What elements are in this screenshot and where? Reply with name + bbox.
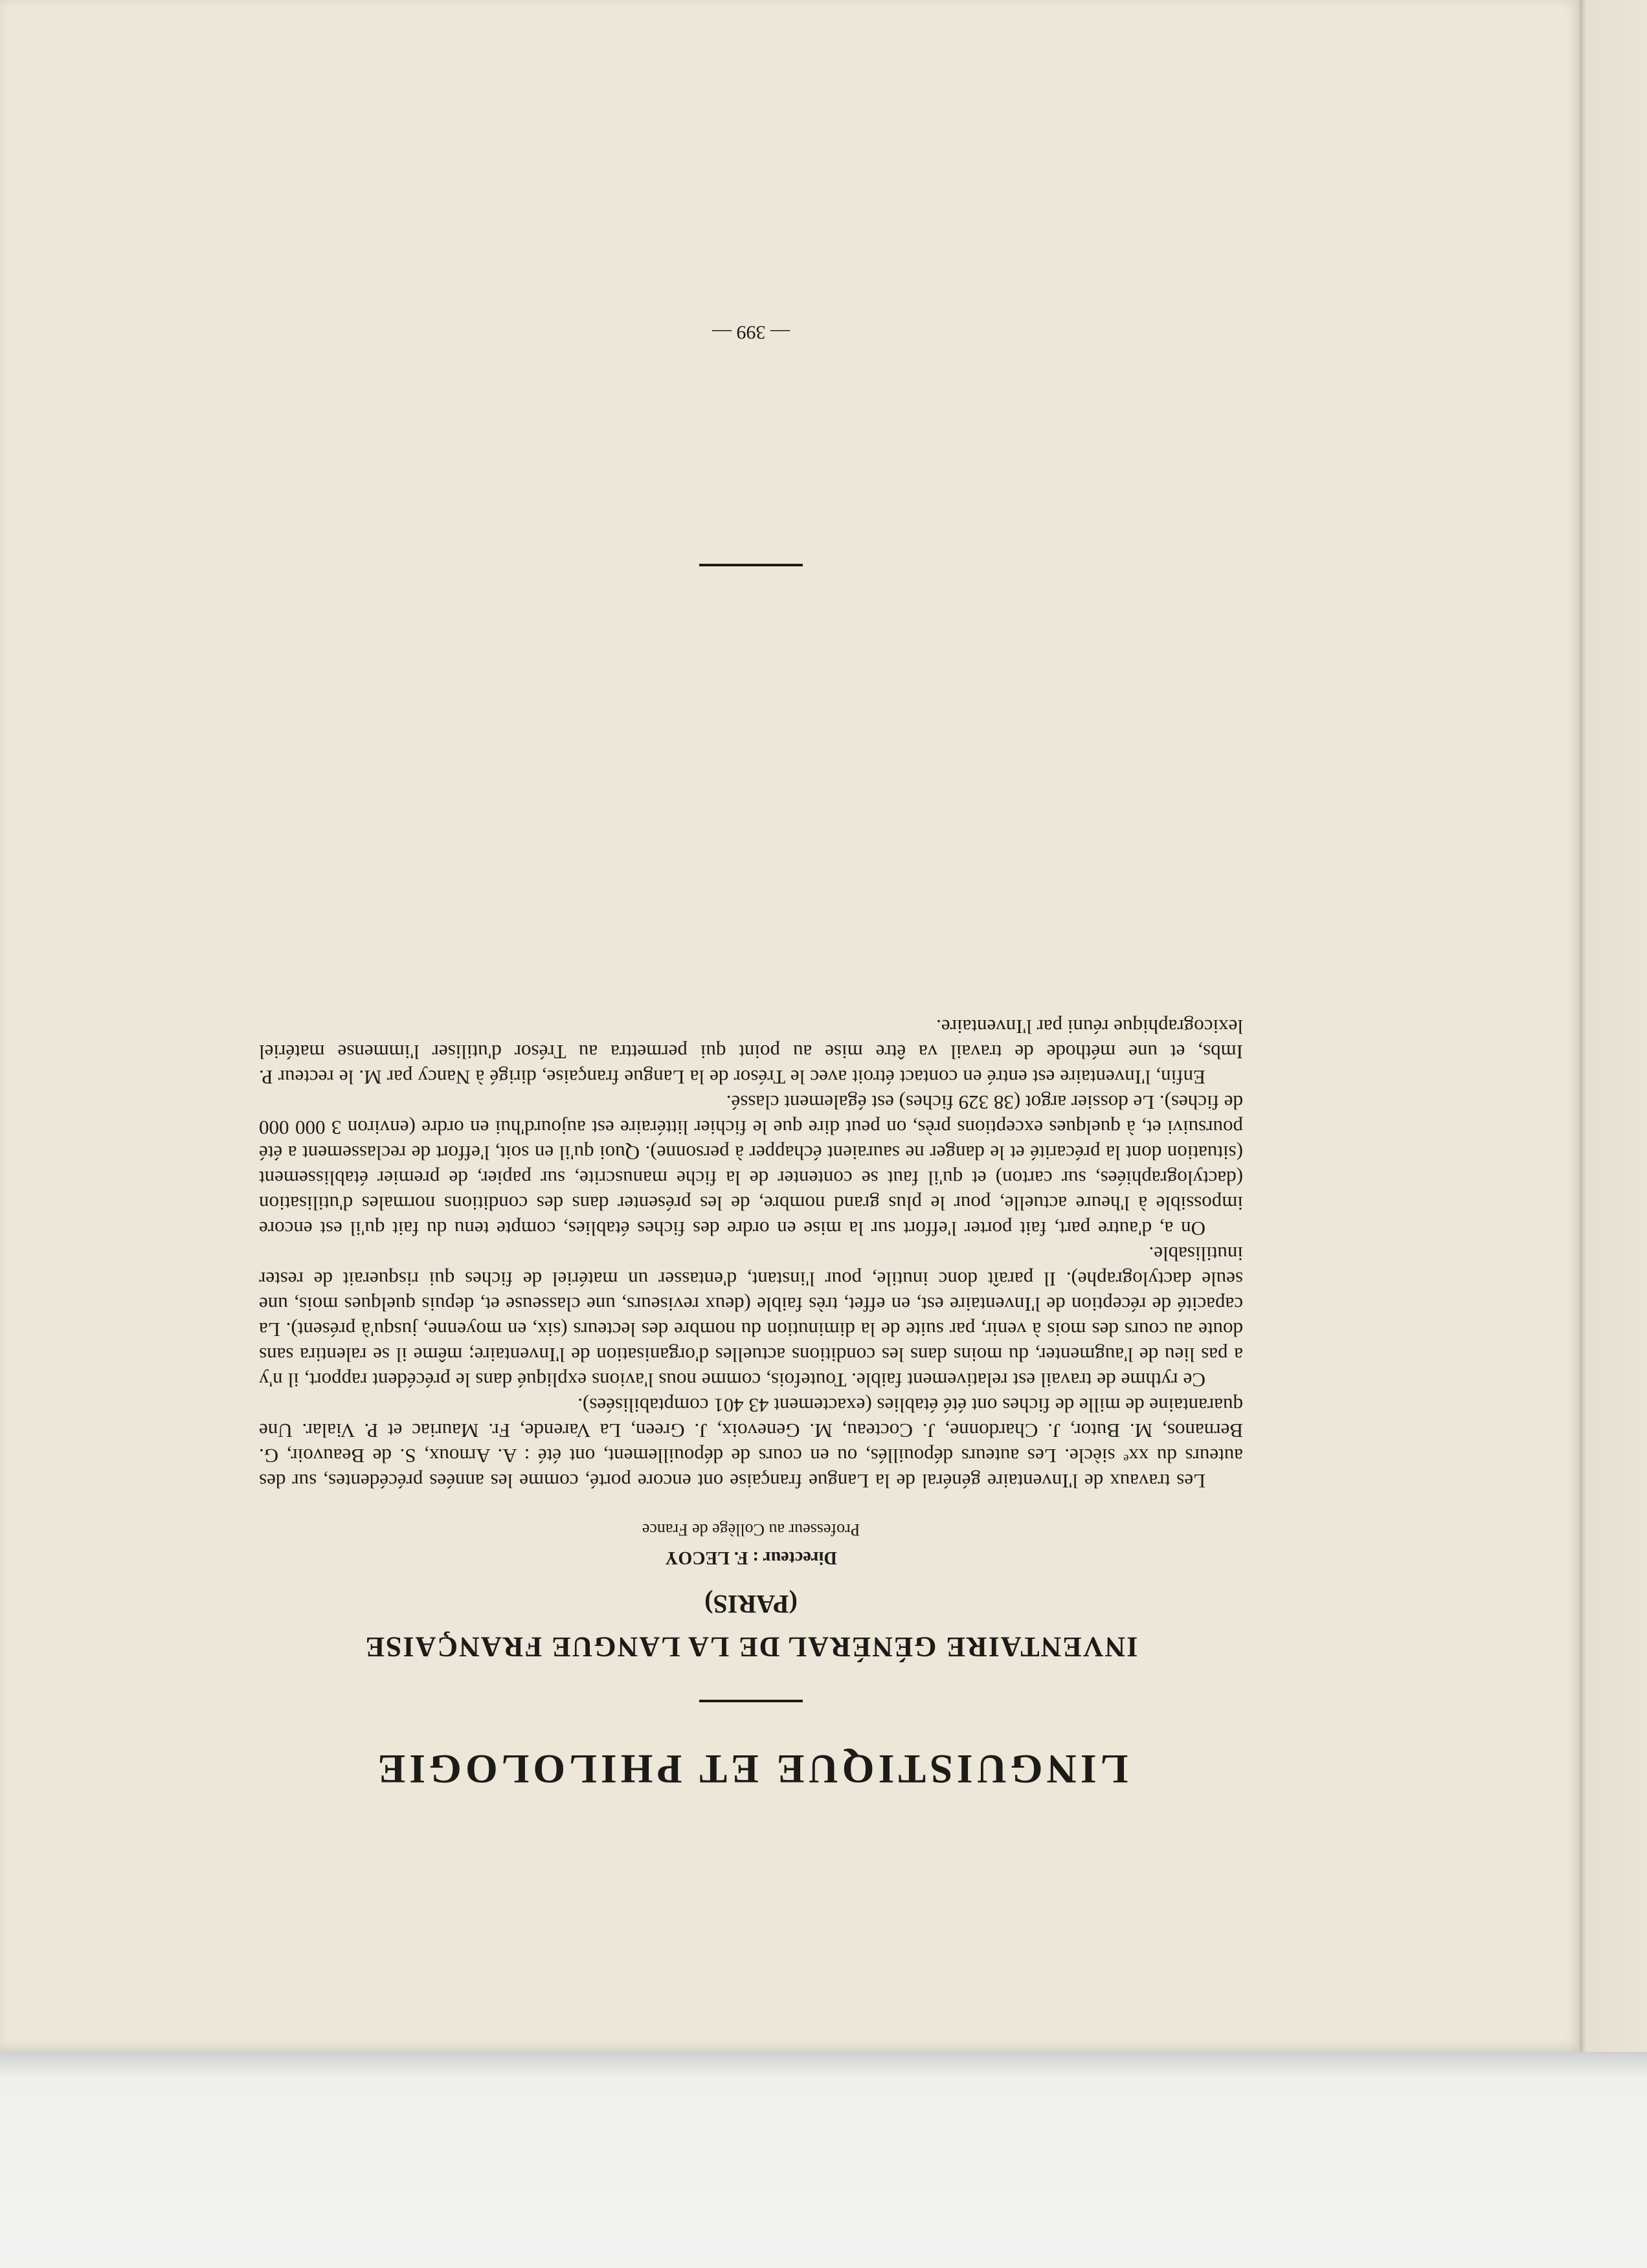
section-title: LINGUISTIQUE ET PHILOLOGIE — [374, 1746, 1128, 1792]
institution-location: (PARIS) — [704, 1590, 798, 1619]
page-edge — [1580, 0, 1647, 2052]
paragraph: Ce rythme de travail est relativement faible. Toutefois, comme nous l'avions expliqué dans le précédent rapport, il n'y a pas lieu de l'augmenter, du moins dans les conditions actuelles d'organisation de l'Inventaire; même il se ralentira sans doute au cours des mois à venir, par suite de la diminution du nombre des lecteurs (six, en moyenne, jusqu'à présent). La capacité de réception de l'Inventaire est, en effet, très faible (deux reviseurs, une classeuse et, depuis quelques mois, une seule dactylographe). Il paraît donc inutile, pour l'instant, d'entasser un matériel de fiches qui risquerait de rester inutilisable. — [259, 1243, 1243, 1392]
paragraph: Enfin, l'Inventaire est entré en contact étroit avec le Trésor de la Langue française, dirigé à Nancy par M. le recteur P. Imbs, et une méthode de travail va être mise au point qui permettra au Trésor d'utiliser l'immense matériel lexicographique réuni par l'Inventaire. — [259, 1016, 1243, 1089]
title-rule — [699, 1700, 803, 1702]
scanner-bed — [0, 2052, 1647, 2268]
institution-name: INVENTAIRE GÉNÉRAL DE LA LANGUE FRANÇAISE — [364, 1631, 1138, 1663]
page-content — [259, 246, 1243, 1793]
paragraph: Les travaux de l'Inventaire général de la Langue française ont encore porté, comme les années précédentes, sur des auteurs du xxᵉ siècle. Les auteurs dépouillés, ou en cours de dépouillement, ont été : A. Arnoux, S. de Beauvoir, G. Bernanos, M. Butor, J. Chardonne, J. Cocteau, M. Genevoix, J. Green, La Varende, Fr. Mauriac et P. Vialar. Une quarantaine de mille de fiches ont été établies (exactement 43 401 comptabilisées). — [259, 1394, 1243, 1493]
body-text — [259, 1014, 1243, 1494]
end-rule — [699, 564, 803, 566]
director-title: Professeur au Collège de France — [642, 1520, 860, 1539]
director-name: Directeur : F. LECOY — [665, 1548, 837, 1568]
page-number: — 399 — — [712, 322, 790, 343]
paragraph: On a, d'autre part, fait porter l'effort sur la mise en ordre des fiches établies, compte tenu du fait qu'il est encore impossible à l'heure actuelle, pour le plus grand nombre, de les présenter dans des conditions normales d'utilisation (dactylographiées, sur carton) et qu'il faut se contenter de la fiche manuscrite, sur papier, de premier établissement (situation dont la précarité et le danger ne sauraient échapper à personne). Quoi qu'il en soit, l'effort de reclassement a été poursuivi et, à quelques exceptions près, on peut dire que le fichier littéraire est aujourd'hui en ordre (environ 3 000 000 de fiches). Le dossier argot (38 329 fiches) est également classé. — [259, 1091, 1243, 1240]
